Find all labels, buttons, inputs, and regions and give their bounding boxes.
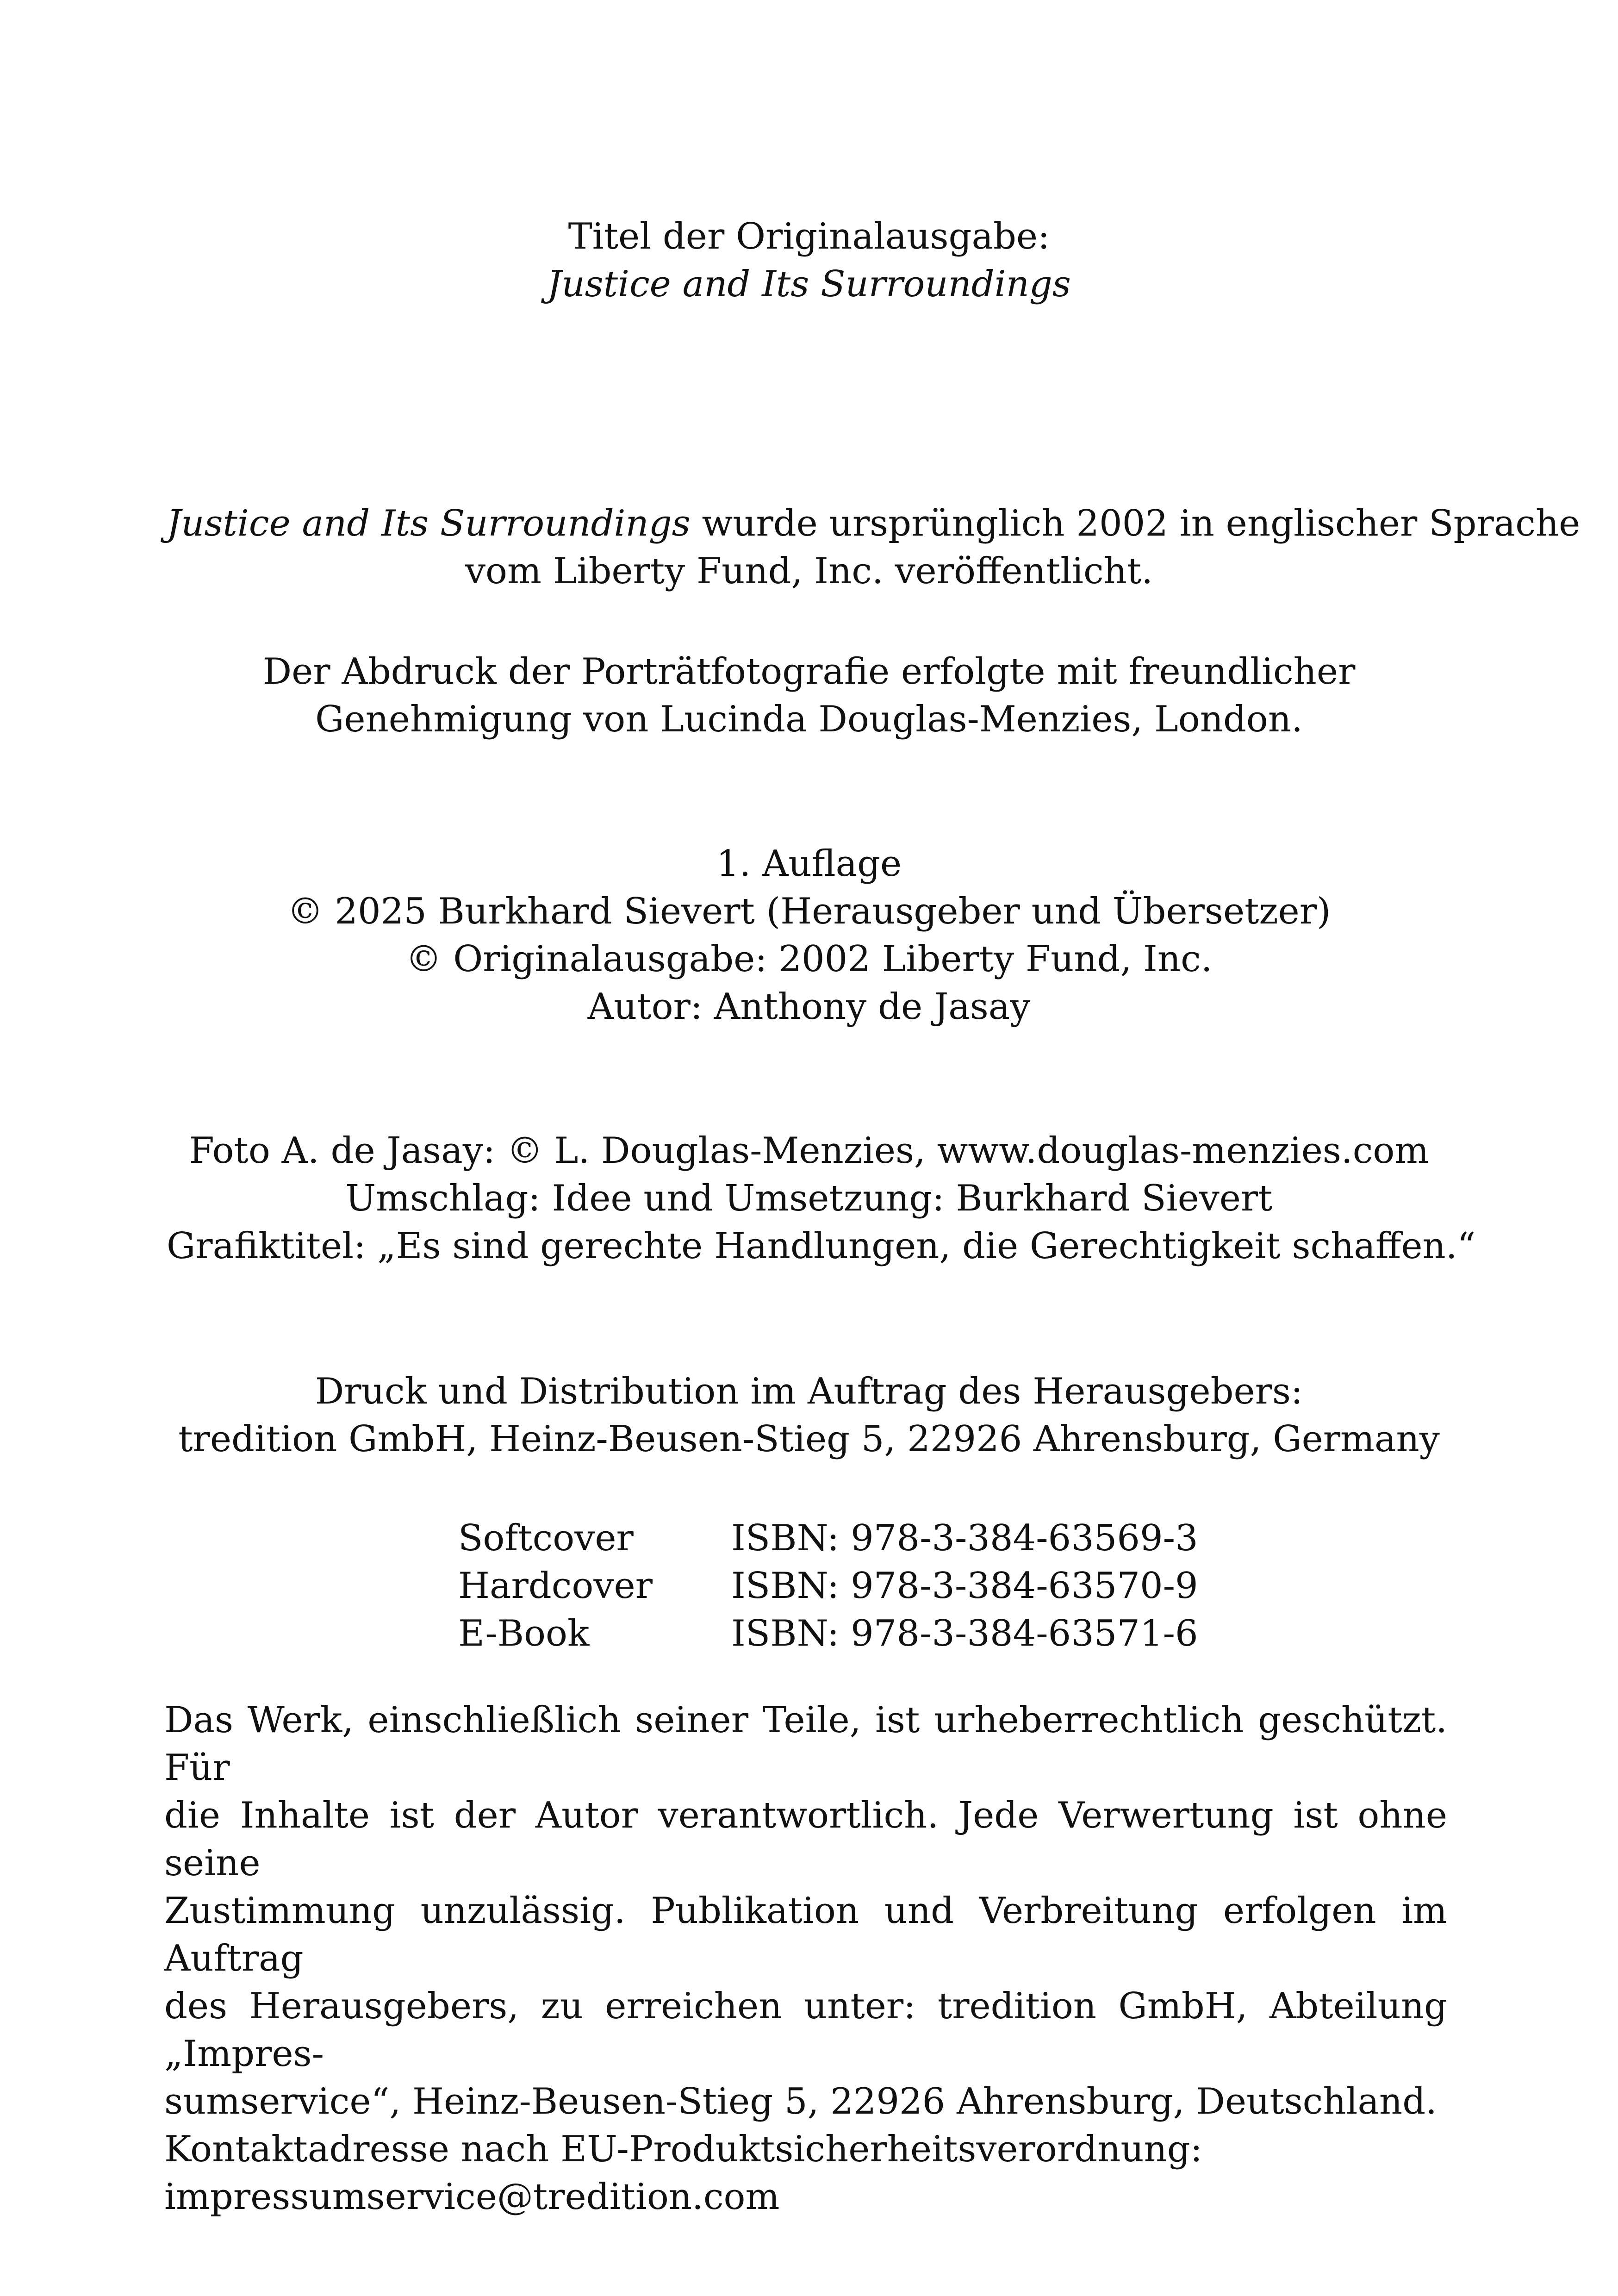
original-note-line-2: vom Liberty Fund, Inc. veröffentlicht. [465,550,1153,592]
isbn-number: ISBN: 978-3-384-63570-9 [731,1565,1198,1607]
printing-line-1: Druck und Distribution im Auftrag des Herausgebers: [315,1371,1303,1412]
isbn-table [458,1515,1198,1658]
original-note-rest: wurde ursprünglich 2002 in englischer Sprache [690,503,1581,544]
original-title-label: Titel der Originalausgabe: [568,216,1050,257]
legal-line: Das Werk, einschließlich seiner Teile, ist urheberrechtlich geschützt. Für [164,1699,1447,1789]
original-note-line-1 [167,500,1581,548]
isbn-format: E-Book [458,1613,590,1654]
isbn-row [458,1610,1198,1658]
original-note-title: Justice and Its Surroundings [167,503,691,544]
original-title: Justice and Its Surroundings [547,263,1071,305]
isbn-format: Softcover [458,1517,634,1559]
credits-block [167,1127,1476,1270]
photo-permission-line-2: Genehmigung von Lucinda Douglas-Menzies, London. [315,699,1303,740]
isbn-row [458,1562,1198,1610]
photo-permission-line-1: Der Abdruck der Porträtfotografie erfolgte mit freundlicher [262,651,1356,693]
original-copyright-line: © Originalausgabe: 2002 Liberty Fund, Inc. [405,938,1213,980]
edition-number: 1. Auflage [716,843,902,885]
isbn-number: ISBN: 978-3-384-63569-3 [731,1517,1198,1559]
author-line: Autor: Anthony de Jasay [587,986,1031,1028]
edition-block [167,840,1451,1031]
copyright-line: © 2025 Burkhard Sievert (Herausgeber und Übersetzer) [287,891,1331,932]
printing-line-2: tredition GmbH, Heinz-Beusen-Stieg 5, 22926 Ahrensburg, Germany [178,1418,1440,1460]
photo-permission-note [167,648,1451,743]
cover-credit: Umschlag: Idee und Umsetzung: Burkhard Sievert [345,1178,1273,1219]
legal-line: sumservice“, Heinz-Beusen-Stieg 5, 22926 Ahrensburg, Deutschland. [164,2081,1437,2122]
legal-line: Zustimmung unzulässig. Publikation und Verbreitung erfolgen im Auftrag [164,1890,1447,1979]
legal-notice [164,1697,1447,2221]
printing-block [167,1368,1451,1463]
original-publication-note [167,500,1581,595]
isbn-row [458,1515,1198,1562]
isbn-format: Hardcover [458,1565,653,1607]
graphic-title-credit: Grafiktitel: „Es sind gerechte Handlungen, die Gerechtigkeit schaffen.“ [167,1225,1476,1267]
legal-line: die Inhalte ist der Autor verantwortlich. Jede Verwertung ist ohne seine [164,1795,1447,1884]
isbn-number: ISBN: 978-3-384-63571-6 [731,1613,1198,1654]
legal-line: Kontaktadresse nach EU-Produktsicherheitsverordnung: [164,2128,1202,2170]
contact-email: impressumservice@tredition.com [164,2176,780,2218]
legal-line: des Herausgebers, zu erreichen unter: tredition GmbH, Abteilung „Impres- [164,1985,1447,2075]
photo-credit: Foto A. de Jasay: © L. Douglas-Menzies, www.douglas-menzies.com [189,1130,1429,1172]
original-title-block [167,213,1451,308]
